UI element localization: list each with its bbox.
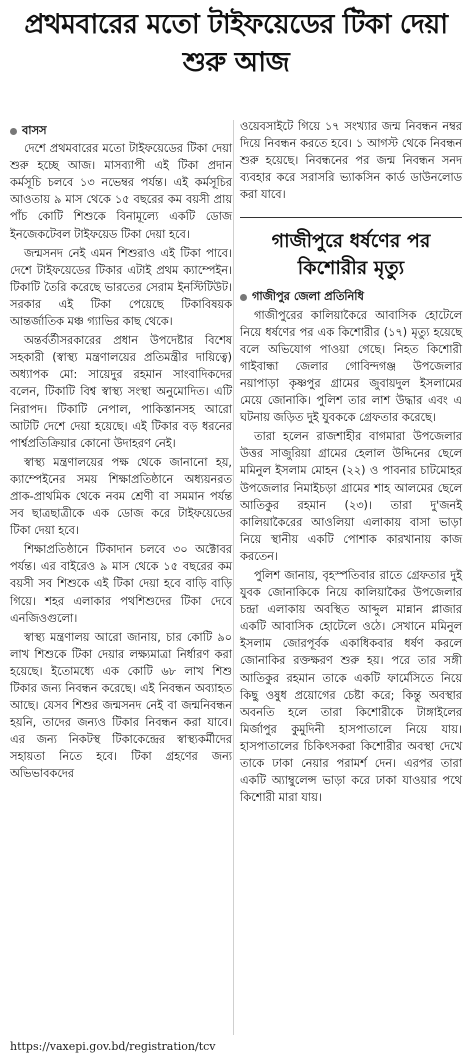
column-divider [233,120,234,1035]
paragraph: তারা হলেন রাজশাহীর বাগমারা উপজেলার উত্তর সাজুরিয়া গ্রামের হেলাল উদ্দিনের ছেলে মমিনুল ইসলাম মোহন (২২) ও পাবনার চাটমোহর উপজেলার নিমাইচড়া গ্রামের শাহ আলমের ছেলে আতিকুর রহমান (২৩)। তারা দু'জনই কালিয়াকৈরের আওলিয়া এলাকায় বাসা ভাড়া নিয়ে স্থানীয় একটি পোশাক কারখানায় কাজ করতেন। [240,430,462,563]
paragraph: পুলিশ জানায়, বৃহস্পতিবার রাতে গ্রেফতার দুই যুবক জোনাকিকে নিয়ে কালিয়াকৈর উপজেলার চন্দ্রা এলাকায় অবস্থিত আব্দুল মান্নান প্লাজার একটি আবাসিক হোটেলে ওঠে। সেখানে মমিনুল ইসলাম জোরপূর্বক একাধিকবার ধর্ষণ করলে জোনাকির রক্তক্ষরণ শুরু হয়। পরে তার সঙ্গী আতিকুর রহমান তাকে একটি ফার্মেসিতে নিয়ে কিছু ওষুধ প্রয়োগের চেষ্টা করে; কিন্তু অবস্থার অবনতি হলে তারা কিশোরীকে টাঙ্গাইলের মির্জাপুর কুমুদিনী হাসপাতালে নিয়ে যায়। হাসপাতালের চিকিৎসকরা কিশোরীর অবস্থা দেখে তাকে ঢাকা নেয়ার পরামর্শ দেন। এরপর তারা একটি অ্যাম্বুলেন্স ভাড়া করে ঢাকা যাওয়ার পথে কিশোরী মারা যায়। [240,568,462,805]
left-byline: বাসস [10,122,232,139]
paragraph: স্বাস্থ্য মন্ত্রণালয় আরো জানায়, চার কোটি ৯০ লাখ শিশুকে টিকা দেয়ার লক্ষ্যমাত্রা নির্ধারণ করা হয়েছে। ইতোমধ্যে এক কোটি ৬৮ লাখ শিশু টিকার জন্য নিবন্ধন করেছে। এই নিবন্ধন অব্যাহত আছে। যেসব শিশুর জন্মসনদ নেই বা জন্মনিবন্ধন হয়নি, তাদের জন্যও টিকার নিবন্ধন করা যাবে। এর জন্য নিকটস্থ টিকাকেন্দ্রের স্বাস্থ্যকর্মীদের সহায়তা নিতে হবে। টিকা গ্রহণের জন্য অভিভাবকদের [10,630,232,781]
subheadline: গাজীপুরে ধর্ষণের পর কিশোরীর মৃত্যু [240,217,462,282]
bullet-icon [10,128,17,135]
paragraph: অন্তর্বর্তীসরকারের প্রধান উপদেষ্টার বিশেষ সহকারী (স্বাস্থ্য মন্ত্রণালয়ের প্রতিমন্ত্রীর দায়িত্বে) অধ্যাপক মো: সায়েদুর রহমান সাংবাদিকদের বলেন, টিকাটি বিশ্ব স্বাস্থ্য সংস্থা অনুমোদিত। এটি নিরাপদ। টিকাটি নেপাল, পাকিস্তানসহ আরো আটটি দেশে দেয়া হয়েছে। এই টিকার বড় ধরনের পার্শ্বপ্রতিক্রিয়ার কোনো উদাহরণ নেই। [10,334,232,450]
paragraph: স্বাস্থ্য মন্ত্রণালয়ের পক্ষ থেকে জানানো হয়, ক্যাম্পেইনের সময় শিক্ষাপ্রতিষ্ঠানে অধ্যয়নরত প্রাক-প্রাথমিক থেকে নবম শ্রেণী বা সমমান পর্যন্ত সব ছাত্রছাত্রীকে এক ডোজ করে টাইফয়েডের টিকা দেয়া হবে। [10,455,232,538]
paragraph: শিক্ষাপ্রতিষ্ঠানে টিকাদান চলবে ৩০ অক্টোবর পর্যন্ত। এর বাইরেও ৯ মাস থেকে ১৫ বছরের কম বয়সী সব শিশুকে এই টিকা দেয়া হবে বাড়ি বাড়ি গিয়ে। শহর এলাকার পথশিশুদের টিকা দেবে এনজিওগুলো। [10,543,232,625]
bullet-icon [240,294,247,301]
paragraph: গাজীপুরের কালিয়াকৈরে আবাসিক হোটেলে নিয়ে ধর্ষণের পর এক কিশোরীর (১৭) মৃত্যু হয়েছে বলে অভিযোগ পাওয়া গেছে। নিহত কিশোরী গাইবান্ধা জেলার গোবিন্দগঞ্জ উপজেলার নয়াপাড়া কৃষ্ণপুর গ্রামের জুবায়দুল ইসলামের মেয়ে জোনাকি। পুলিশ তার লাশ উদ্ধার এবং এ ঘটনায় জড়িত দুই যুবককে গ্রেফতার করেছে। [240,308,462,425]
continuation-paragraph: ওয়েবসাইটে গিয়ে ১৭ সংখ্যার জন্ম নিবন্ধন নম্বর দিয়ে নিবন্ধন করতে হবে। ১ আগস্ট থেকে নিবন্ধন শুরু হয়েছে। নিবন্ধনের পর জন্ম নিবন্ধন সনদ ব্যবহার করে সরাসরি ভ্যাকসিন কার্ড ডাউনলোড করা যাবে। [240,120,462,202]
registration-url[interactable]: https://vaxepi.gov.bd/registration/tcv [10,1040,216,1053]
headline: প্রথমবারের মতো টাইফয়েডের টিকা দেয়া শুরু আজ [24,9,448,78]
paragraph: দেশে প্রথমবারের মতো টাইফয়েডের টিকা দেয়া শুরু হচ্ছে আজ। মাসব্যাপী এই টিকা প্রদান কর্মসূচি চলবে ১৩ নভেম্বর পর্যন্ত। এই কর্মসূচির আওতায় ৯ মাস থেকে ১৫ বছরের কম বয়সী প্রায় পাঁচ কোটি শিশুকে বিনামূল্যে একটি ডোজ ইনজেকটেবল টাইফয়েড টিকা দেয়া হবে। [10,142,232,241]
paragraph: জন্মসনদ নেই এমন শিশুরাও এই টিকা পাবে। দেশে টাইফয়েডের টিকার এটাই প্রথম ক্যাম্পেইন। টিকাটি তৈরি করেছে ভারতের সেরাম ইনস্টিটিউট। সরকার এই টিকা পেয়েছে টিকাবিষয়ক আন্তর্জাতিক মঞ্চ গ্যাভির কাছ থেকে। [10,246,232,329]
right-byline: গাজীপুর জেলা প্রতিনিধি [240,288,462,305]
right-column [240,118,462,808]
left-column [10,122,232,785]
